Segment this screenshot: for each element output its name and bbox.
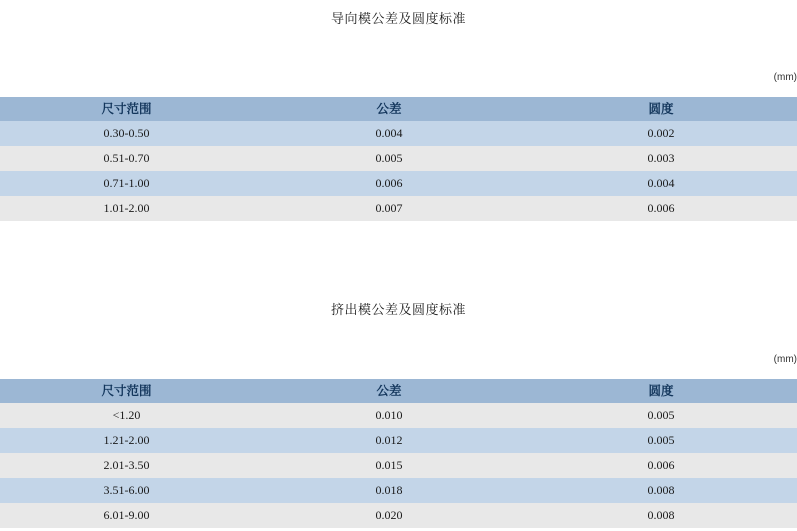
cell-tolerance: 0.004 [253,121,525,146]
table-row [0,428,797,453]
cell-roundness: 0.005 [525,403,797,428]
cell-tolerance: 0.007 [253,196,525,221]
cell-tolerance: 0.018 [253,478,525,503]
column-header-roundness: 圆度 [525,379,797,403]
cell-tolerance: 0.005 [253,146,525,171]
table-header-row [0,379,797,403]
cell-roundness: 0.003 [525,146,797,171]
cell-roundness: 0.005 [525,428,797,453]
section-title-extrusion-die: 挤出模公差及圆度标准 [330,302,466,317]
cell-size-range: <1.20 [0,403,253,428]
table-row [0,171,797,196]
cell-size-range: 3.51-6.00 [0,478,253,503]
section-title-guide-die: 导向模公差及圆度标准 [330,11,466,26]
cell-size-range: 2.01-3.50 [0,453,253,478]
cell-roundness: 0.006 [525,453,797,478]
extrusion-die-tolerance-table [0,379,797,528]
table-row [0,453,797,478]
cell-size-range: 1.01-2.00 [0,196,253,221]
table-row [0,403,797,428]
cell-size-range: 0.71-1.00 [0,171,253,196]
table-row [0,503,797,528]
cell-tolerance: 0.010 [253,403,525,428]
column-header-roundness: 圆度 [525,97,797,121]
cell-tolerance: 0.012 [253,428,525,453]
cell-roundness: 0.008 [525,503,797,528]
table-row [0,196,797,221]
column-header-size-range: 尺寸范围 [0,97,253,121]
table-row [0,146,797,171]
table-header-row [0,97,797,121]
cell-size-range: 1.21-2.00 [0,428,253,453]
cell-size-range: 0.30-0.50 [0,121,253,146]
column-header-tolerance: 公差 [253,379,525,403]
column-header-size-range: 尺寸范围 [0,379,253,403]
column-header-tolerance: 公差 [253,97,525,121]
cell-tolerance: 0.006 [253,171,525,196]
cell-size-range: 0.51-0.70 [0,146,253,171]
table-row [0,121,797,146]
cell-tolerance: 0.015 [253,453,525,478]
cell-size-range: 6.01-9.00 [0,503,253,528]
unit-label-extrusion-die: (mm) [773,354,797,365]
cell-roundness: 0.006 [525,196,797,221]
table-row [0,478,797,503]
cell-roundness: 0.008 [525,478,797,503]
guide-die-tolerance-table [0,97,797,221]
cell-roundness: 0.002 [525,121,797,146]
cell-tolerance: 0.020 [253,503,525,528]
unit-label-guide-die: (mm) [773,72,797,83]
cell-roundness: 0.004 [525,171,797,196]
